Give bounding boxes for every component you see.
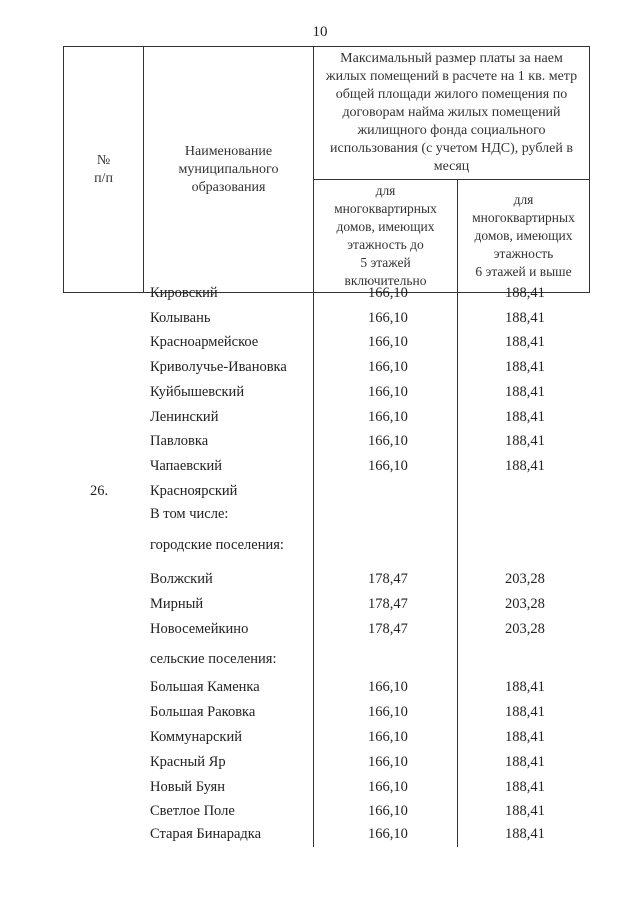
value-6-plus: 188,41: [505, 803, 545, 819]
table-row: [0, 754, 640, 776]
table-row: [0, 334, 640, 356]
header-sub-6-plus: для многоквартирных домов, имеющих этажность 6 этажей и выше: [458, 180, 590, 293]
value-6-plus: 188,41: [505, 433, 545, 449]
value-up-to-5: 166,10: [368, 433, 408, 449]
municipality-name: Большая Каменка: [150, 679, 260, 695]
value-6-plus: 188,41: [505, 729, 545, 745]
municipality-name: Коммунарский: [150, 729, 242, 745]
value-up-to-5: 166,10: [368, 334, 408, 350]
page-number: 10: [312, 24, 328, 40]
value-up-to-5: 178,47: [368, 596, 408, 612]
value-up-to-5: 166,10: [368, 826, 408, 842]
table-row: [0, 310, 640, 332]
municipality-name: сельские поселения:: [150, 651, 277, 667]
municipality-name: Колывань: [150, 310, 211, 326]
value-6-plus: 188,41: [505, 754, 545, 770]
municipality-name: Чапаевский: [150, 458, 223, 474]
table-row: [0, 651, 640, 673]
table-row: [0, 571, 640, 593]
table-row: [0, 679, 640, 701]
table-row: [0, 458, 640, 480]
value-6-plus: 203,28: [505, 596, 545, 612]
table-row: [0, 537, 640, 559]
municipality-name: Куйбышевский: [150, 384, 245, 400]
value-6-plus: 188,41: [505, 359, 545, 375]
municipality-name: Новый Буян: [150, 779, 225, 795]
header-name: Наименование муниципального образования: [144, 47, 314, 293]
value-6-plus: 188,41: [505, 384, 545, 400]
table-row: [0, 704, 640, 726]
municipality-name: Ленинский: [150, 409, 219, 425]
value-up-to-5: 166,10: [368, 679, 408, 695]
municipality-name: Светлое Поле: [150, 803, 235, 819]
table-row: [0, 779, 640, 801]
table-row: [0, 621, 640, 643]
value-up-to-5: 166,10: [368, 458, 408, 474]
table-row: [0, 384, 640, 406]
value-up-to-5: 166,10: [368, 409, 408, 425]
value-6-plus: 188,41: [505, 826, 545, 842]
value-up-to-5: 166,10: [368, 754, 408, 770]
value-up-to-5: 166,10: [368, 729, 408, 745]
value-6-plus: 188,41: [505, 310, 545, 326]
municipality-name: Большая Раковка: [150, 704, 256, 720]
municipality-name: Павловка: [150, 433, 209, 449]
value-6-plus: 188,41: [505, 334, 545, 350]
value-6-plus: 188,41: [505, 679, 545, 695]
value-up-to-5: 178,47: [368, 621, 408, 637]
municipality-name: Мирный: [150, 596, 204, 612]
municipality-name: Криволучье-Ивановка: [150, 359, 287, 375]
table-row: [0, 409, 640, 431]
value-up-to-5: 166,10: [368, 359, 408, 375]
table-row: [0, 433, 640, 455]
value-6-plus: 188,41: [505, 458, 545, 474]
table-row: [0, 506, 640, 528]
header-num: № п/п: [64, 47, 144, 293]
table-row: [0, 483, 640, 505]
municipality-name: Кировский: [150, 285, 218, 301]
municipality-name: Красноармейское: [150, 334, 259, 350]
header-max-payment: Максимальный размер платы за наем жилых помещений в расчете на 1 кв. метр общей площади жилого помещения по договорам найма жилых помещений жилищного фонда социального использования (с учетом НДС), рублей в месяц: [314, 47, 590, 180]
value-up-to-5: 166,10: [368, 779, 408, 795]
value-up-to-5: 166,10: [368, 384, 408, 400]
table-row: [0, 359, 640, 381]
municipality-name: Красноярский: [150, 483, 238, 499]
table-row: [0, 729, 640, 751]
value-6-plus: 188,41: [505, 704, 545, 720]
municipality-name: В том числе:: [150, 506, 229, 522]
table-row: [0, 596, 640, 618]
municipality-name: Новосемейкино: [150, 621, 249, 637]
header-sub-up-to-5: для многоквартирных домов, имеющих этажность до 5 этажей включительно: [314, 180, 458, 293]
value-up-to-5: 166,10: [368, 704, 408, 720]
value-up-to-5: 166,10: [368, 803, 408, 819]
municipality-name: Старая Бинарадка: [150, 826, 262, 842]
table-row: [0, 285, 640, 307]
value-up-to-5: 166,10: [368, 310, 408, 326]
table-row: [0, 826, 640, 848]
value-up-to-5: 166,10: [368, 285, 408, 301]
table-row: [0, 803, 640, 825]
municipality-name: Волжский: [150, 571, 213, 587]
value-6-plus: 188,41: [505, 285, 545, 301]
value-up-to-5: 178,47: [368, 571, 408, 587]
value-6-plus: 188,41: [505, 779, 545, 795]
municipality-name: Красный Яр: [150, 754, 226, 770]
municipality-name: городские поселения:: [150, 537, 284, 553]
row-number: 26.: [90, 483, 109, 499]
value-6-plus: 188,41: [505, 409, 545, 425]
value-6-plus: 203,28: [505, 571, 545, 587]
value-6-plus: 203,28: [505, 621, 545, 637]
